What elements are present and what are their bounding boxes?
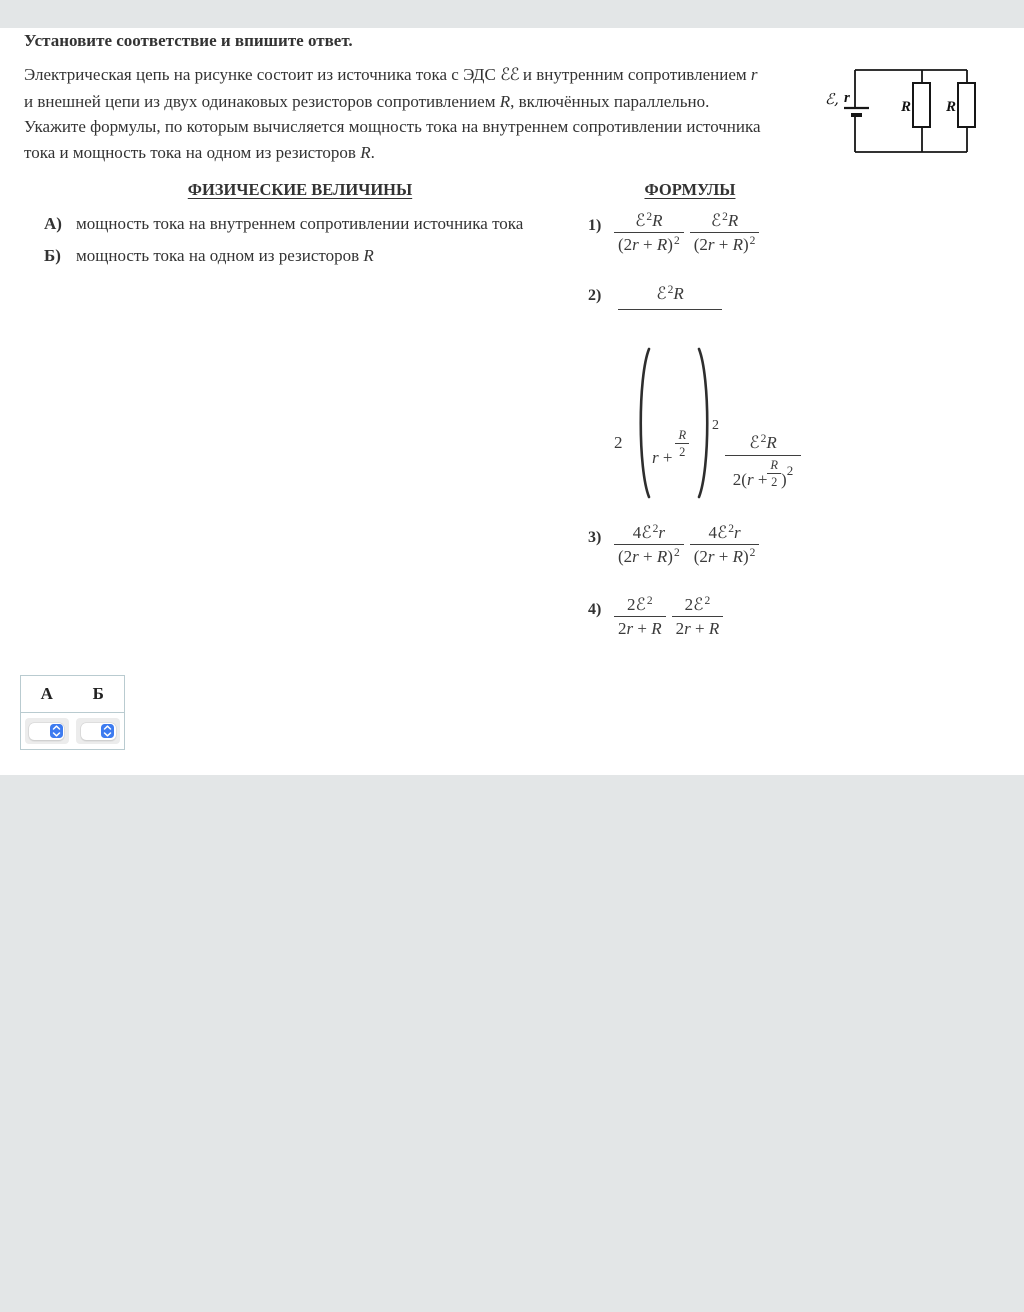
formula-3-label: 3) bbox=[588, 529, 602, 546]
answer-table bbox=[20, 675, 125, 750]
paragraph-text: и внешней цепи из двух одинаковых резисторов сопротивлением bbox=[24, 91, 500, 111]
formula-4-fraction-duplicate: $\frac{2ℰ^2}{2r + R}$ bbox=[672, 595, 724, 639]
formula-3-fraction-duplicate: $\frac{4ℰ^2r}{(2r + R)^2}$ bbox=[690, 523, 760, 567]
resistor-2-label: R bbox=[945, 99, 956, 115]
formula-2-inner bbox=[652, 428, 689, 468]
small-fraction-R-over-2 bbox=[675, 428, 689, 460]
answer-table-header bbox=[21, 676, 124, 713]
formula-4-fraction: $\frac{2ℰ^2}{2r + R}$ bbox=[614, 595, 666, 639]
formula-2-label: 2) bbox=[588, 287, 602, 304]
formula-1 bbox=[614, 211, 759, 255]
small-fraction-num: R bbox=[678, 428, 687, 442]
var-R: R bbox=[360, 142, 371, 162]
answer-cell-b bbox=[73, 713, 125, 749]
circuit-diagram bbox=[820, 58, 980, 158]
resistor-1-label: R bbox=[900, 99, 911, 115]
emf-label: ℰ, bbox=[825, 90, 839, 108]
formula-3-fraction: $\frac{4ℰ^2r}{(2r + R)^2}$ bbox=[614, 523, 684, 567]
paragraph-line-4 bbox=[24, 140, 761, 166]
column-header-formulas: ФОРМУЛЫ bbox=[644, 180, 736, 199]
answer-cell-a bbox=[21, 713, 73, 749]
formula-1-label: 1) bbox=[588, 217, 602, 234]
answer-table-row bbox=[21, 713, 124, 749]
formula-4-label: 4) bbox=[588, 601, 602, 618]
quantity-b-text bbox=[76, 246, 374, 266]
formula-2-compact-fraction: ℰ$^2$R 2(r + $\frac{R}{2}$ ) 2 bbox=[725, 433, 801, 490]
paragraph-line-3 bbox=[24, 114, 761, 140]
formula-2-numerator: ℰ$^2$R bbox=[656, 284, 684, 304]
formula-1-fraction: $\frac{ℰ^2R}{(2r + R)^2}$ bbox=[614, 211, 684, 255]
formula-4 bbox=[614, 595, 723, 639]
chevron-up-down-icon bbox=[103, 725, 112, 737]
paragraph-text: Укажите формулы, по которым вычисляется мощность тока на внутреннем сопротивлении источника bbox=[24, 117, 761, 136]
answer-col-a-header: А bbox=[40, 684, 53, 703]
select-a-background bbox=[25, 718, 69, 744]
paragraph-line-1 bbox=[24, 62, 761, 89]
formula-3 bbox=[614, 523, 759, 567]
formula-2-close-paren: ) bbox=[781, 470, 787, 489]
resistor-1 bbox=[913, 83, 930, 127]
quantity-a-label: А) bbox=[44, 214, 62, 233]
resistor-2 bbox=[958, 83, 975, 127]
formula-2-compact-power: 2 bbox=[786, 463, 794, 478]
quantity-a-text: мощность тока на внутреннем сопротивлении источника тока bbox=[76, 214, 524, 233]
answer-select-a[interactable] bbox=[29, 723, 64, 740]
answer-select-b[interactable] bbox=[81, 723, 116, 740]
paragraph-text: , включённых параллельно. bbox=[510, 91, 710, 111]
big-open-paren bbox=[634, 347, 652, 499]
var-R: R bbox=[499, 91, 511, 111]
quantity-b-label: Б) bbox=[44, 246, 61, 265]
small-fraction-den: 2 bbox=[767, 473, 781, 490]
select-b-stepper[interactable] bbox=[101, 724, 114, 738]
paragraph-text: тока и мощность тока на одном из резисторов bbox=[24, 142, 361, 162]
column-header-quantities: ФИЗИЧЕСКИЕ ВЕЛИЧИНЫ bbox=[187, 180, 413, 199]
formula-2-inner-text: r + bbox=[652, 448, 673, 467]
answer-col-b-header: Б bbox=[92, 684, 104, 703]
formula-2-fraction-bar bbox=[618, 309, 722, 310]
small-fraction-den: 2 bbox=[675, 443, 689, 460]
emf-symbol: ℰℰ bbox=[500, 65, 519, 85]
quantity-b-text-part: мощность тока на одном из резисторов bbox=[76, 246, 364, 265]
paragraph-text: . bbox=[370, 142, 375, 162]
question-paragraph bbox=[24, 62, 761, 165]
select-b-background bbox=[76, 718, 120, 744]
var-R: R bbox=[363, 246, 374, 265]
task-heading: Установите соответствие и впишите ответ. bbox=[24, 31, 353, 50]
paragraph-line-2 bbox=[24, 89, 761, 115]
select-a-stepper[interactable] bbox=[50, 724, 63, 738]
paragraph-text: и внутренним сопротивлением bbox=[518, 65, 751, 84]
paragraph-text: Электрическая цепь на рисунке состоит из источника тока с ЭДС bbox=[24, 65, 501, 84]
small-fraction-num: R bbox=[770, 458, 779, 472]
formula-2-den-prefix: 2(r + bbox=[732, 470, 768, 489]
chevron-up-down-icon bbox=[52, 725, 61, 737]
formula-2-power: 2 bbox=[712, 418, 719, 433]
formula-1-fraction-duplicate: $\frac{ℰ^2R}{(2r + R)^2}$ bbox=[690, 211, 760, 255]
small-fraction-R-over-2 bbox=[767, 458, 781, 490]
var-r: r bbox=[750, 65, 758, 84]
internal-resistance-label: r bbox=[844, 90, 850, 106]
formula-2-coefficient: 2 bbox=[614, 433, 623, 452]
